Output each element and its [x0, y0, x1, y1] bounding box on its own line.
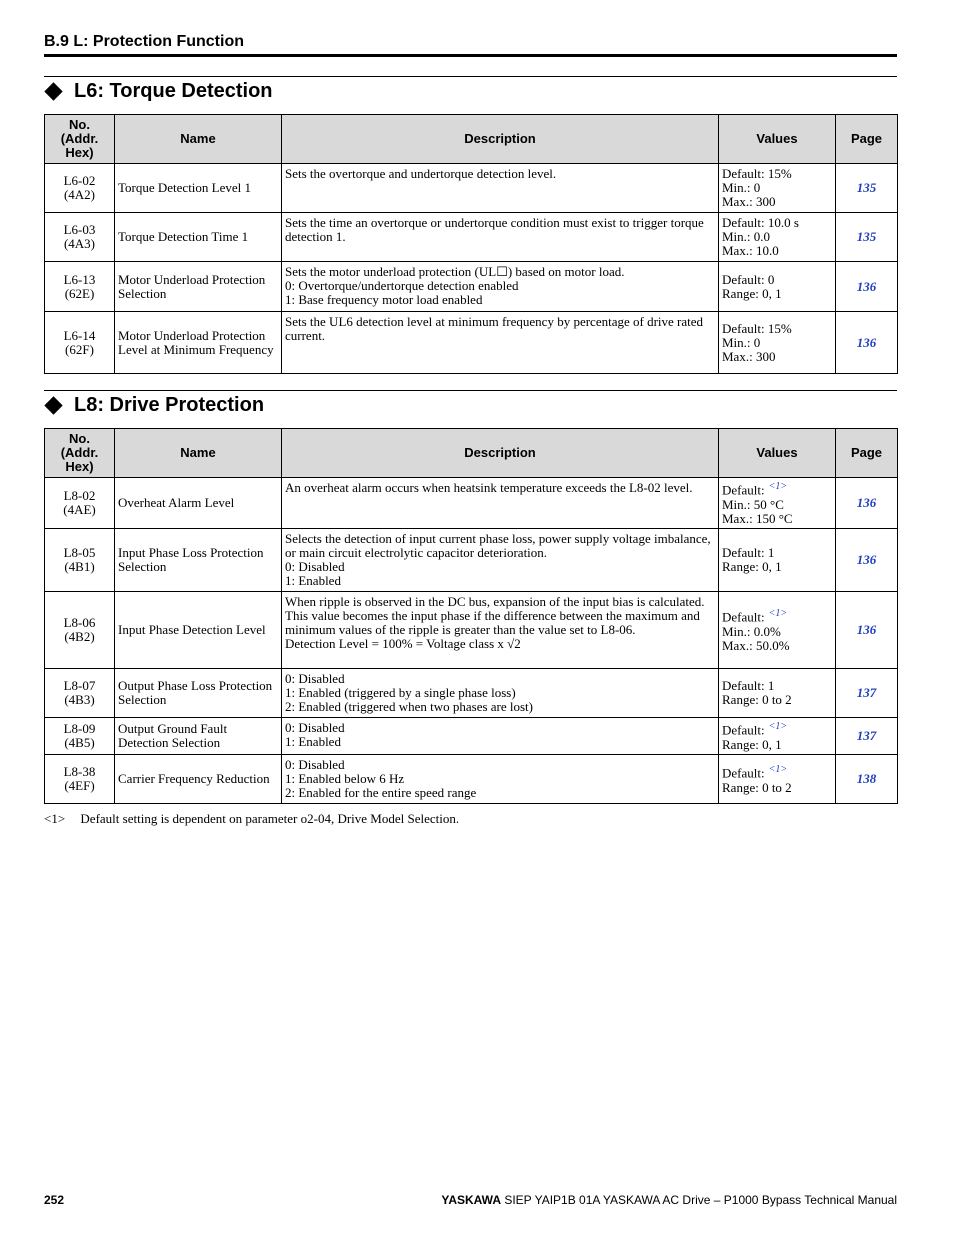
default-value: Default:	[722, 722, 765, 738]
running-header: B.9 L: Protection Function	[44, 33, 244, 50]
parameter-values	[719, 718, 836, 755]
page-footer	[44, 1193, 897, 1207]
diamond-bullet-icon	[44, 396, 62, 414]
column-header-no: No. (Addr. Hex)	[45, 429, 115, 478]
default-value: Default: 1	[722, 545, 775, 560]
parameter-number: L8-09 (4B5)	[45, 718, 115, 755]
default-value: Default: 15%	[722, 166, 792, 181]
footnote-text: Default setting is dependent on parameter o2-04, Drive Model Selection.	[80, 811, 460, 826]
parameter-description: Selects the detection of input current phase loss, power supply voltage imbalance, or main circuit electrolytic capacitor deterioration. 0: Disabled 1: Enabled	[282, 529, 719, 592]
section-title-text: L6: Torque Detection	[74, 80, 273, 102]
parameter-number: L6-13 (62E)	[45, 262, 115, 312]
parameter-description: 0: Disabled 1: Enabled (triggered by a single phase loss) 2: Enabled (triggered when two phases are lost)	[282, 669, 719, 718]
section-title-l6	[44, 80, 273, 103]
parameter-name: Input Phase Loss Protection Selection	[115, 529, 282, 592]
parameter-number: L8-05 (4B1)	[45, 529, 115, 592]
column-header-description: Description	[282, 429, 719, 478]
parameter-number: L6-03 (4A3)	[45, 213, 115, 262]
column-header-description: Description	[282, 115, 719, 164]
parameter-values	[719, 529, 836, 592]
section-title-text: L8: Drive Protection	[74, 394, 265, 416]
parameter-name: Torque Detection Time 1	[115, 213, 282, 262]
column-header-page: Page	[836, 115, 898, 164]
parameter-description: Sets the overtorque and undertorque detection level.	[282, 164, 719, 213]
default-value: Default:	[722, 482, 765, 498]
parameter-name: Overheat Alarm Level	[115, 478, 282, 529]
page-reference-link[interactable]: 137	[836, 669, 898, 718]
column-header-values: Values	[719, 429, 836, 478]
range-values: Range: 0, 1	[722, 736, 782, 752]
parameter-number: L6-02 (4A2)	[45, 164, 115, 213]
page-reference-link[interactable]: 136	[836, 478, 898, 529]
parameter-number: L8-06 (4B2)	[45, 592, 115, 669]
page-reference-link[interactable]: 136	[836, 262, 898, 312]
page-reference-link[interactable]: 136	[836, 529, 898, 592]
default-value: Default:	[722, 609, 765, 625]
footnote-mark: <1>	[44, 811, 66, 826]
parameter-table-l8	[44, 428, 898, 804]
diamond-bullet-icon	[44, 82, 62, 100]
parameter-name: Torque Detection Level 1	[115, 164, 282, 213]
range-values: Min.: 0.0 Max.: 10.0	[722, 229, 779, 258]
range-values: Min.: 50 °C Max.: 150 °C	[722, 496, 793, 526]
range-values: Range: 0, 1	[722, 285, 782, 301]
default-value: Default: 15%	[722, 320, 792, 336]
default-value: Default: 0	[722, 271, 775, 287]
page-reference-link[interactable]: 138	[836, 755, 898, 804]
parameter-description: Sets the time an overtorque or undertorque condition must exist to trigger torque detection 1.	[282, 213, 719, 262]
default-value: Default: 10.0 s	[722, 215, 799, 230]
page-reference-link[interactable]: 135	[836, 164, 898, 213]
header-rule	[44, 54, 897, 57]
parameter-number: L8-07 (4B3)	[45, 669, 115, 718]
range-values: Range: 0, 1	[722, 559, 782, 574]
column-header-name: Name	[115, 429, 282, 478]
parameter-description: An overheat alarm occurs when heatsink temperature exceeds the L8-02 level.	[282, 478, 719, 529]
page-reference-link[interactable]: 137	[836, 718, 898, 755]
footnote-ref-link[interactable]: <1>	[768, 721, 788, 733]
footer-brand: YASKAWA	[441, 1193, 501, 1207]
default-value: Default:	[722, 765, 765, 781]
column-header-name: Name	[115, 115, 282, 164]
table-row	[45, 755, 898, 804]
section-rule	[44, 390, 897, 391]
footer-doc-title	[441, 1193, 897, 1207]
footnote-ref-link[interactable]: <1>	[768, 764, 788, 776]
page-number: 252	[44, 1193, 65, 1207]
column-header-page: Page	[836, 429, 898, 478]
parameter-description: 0: Disabled 1: Enabled	[282, 718, 719, 755]
page-reference-link[interactable]: 136	[836, 312, 898, 374]
parameter-values	[719, 213, 836, 262]
parameter-number: L6-14 (62F)	[45, 312, 115, 374]
range-values: Range: 0 to 2	[722, 779, 792, 795]
parameter-values	[719, 669, 836, 718]
column-header-values: Values	[719, 115, 836, 164]
section-title-l8	[44, 394, 264, 417]
parameter-description: Sets the UL6 detection level at minimum frequency by percentage of drive rated current.	[282, 312, 719, 374]
parameter-values	[719, 592, 836, 669]
parameter-description: 0: Disabled 1: Enabled below 6 Hz 2: Enabled for the entire speed range	[282, 755, 719, 804]
range-values: Min.: 0 Max.: 300	[722, 334, 776, 364]
parameter-description: When ripple is observed in the DC bus, expansion of the input bias is calculated. This value becomes the input phase if the difference between the maximum and minimum values of the ripple is greater than the value set to L8-06. Detection Level = 100% = Voltage class x √2	[282, 592, 719, 669]
footnote-ref-link[interactable]: <1>	[768, 481, 788, 493]
default-value: Default: 1	[722, 678, 775, 693]
parameter-number: L8-02 (4AE)	[45, 478, 115, 529]
parameter-table-l6	[44, 114, 898, 374]
range-values: Min.: 0 Max.: 300	[722, 180, 776, 209]
table-row	[45, 718, 898, 755]
table-row	[45, 312, 898, 374]
parameter-name: Carrier Frequency Reduction	[115, 755, 282, 804]
column-header-no: No. (Addr. Hex)	[45, 115, 115, 164]
table-row	[45, 529, 898, 592]
parameter-number: L8-38 (4EF)	[45, 755, 115, 804]
parameter-values	[719, 755, 836, 804]
parameter-name: Motor Underload Protection Level at Minimum Frequency	[115, 312, 282, 374]
page-reference-link[interactable]: 136	[836, 592, 898, 669]
parameter-description: Sets the motor underload protection (UL☐) based on motor load. 0: Overtorque/undertorque detection enabled 1: Base frequency motor load enabled	[282, 262, 719, 312]
table-row	[45, 592, 898, 669]
parameter-name: Motor Underload Protection Selection	[115, 262, 282, 312]
parameter-values	[719, 478, 836, 529]
range-values: Range: 0 to 2	[722, 692, 792, 707]
page-reference-link[interactable]: 135	[836, 213, 898, 262]
section-rule	[44, 76, 897, 77]
footnote	[44, 811, 459, 827]
table-row	[45, 478, 898, 529]
table-row	[45, 262, 898, 312]
parameter-values	[719, 312, 836, 374]
table-row	[45, 213, 898, 262]
range-values: Min.: 0.0% Max.: 50.0%	[722, 623, 790, 653]
table-row	[45, 164, 898, 213]
footnote-ref-link[interactable]: <1>	[768, 608, 788, 620]
parameter-values	[719, 262, 836, 312]
parameter-name: Output Phase Loss Protection Selection	[115, 669, 282, 718]
table-row	[45, 669, 898, 718]
parameter-values	[719, 164, 836, 213]
parameter-name: Input Phase Detection Level	[115, 592, 282, 669]
footer-doc-text: SIEP YAIP1B 01A YASKAWA AC Drive – P1000 Bypass Technical Manual	[501, 1193, 897, 1207]
parameter-name: Output Ground Fault Detection Selection	[115, 718, 282, 755]
